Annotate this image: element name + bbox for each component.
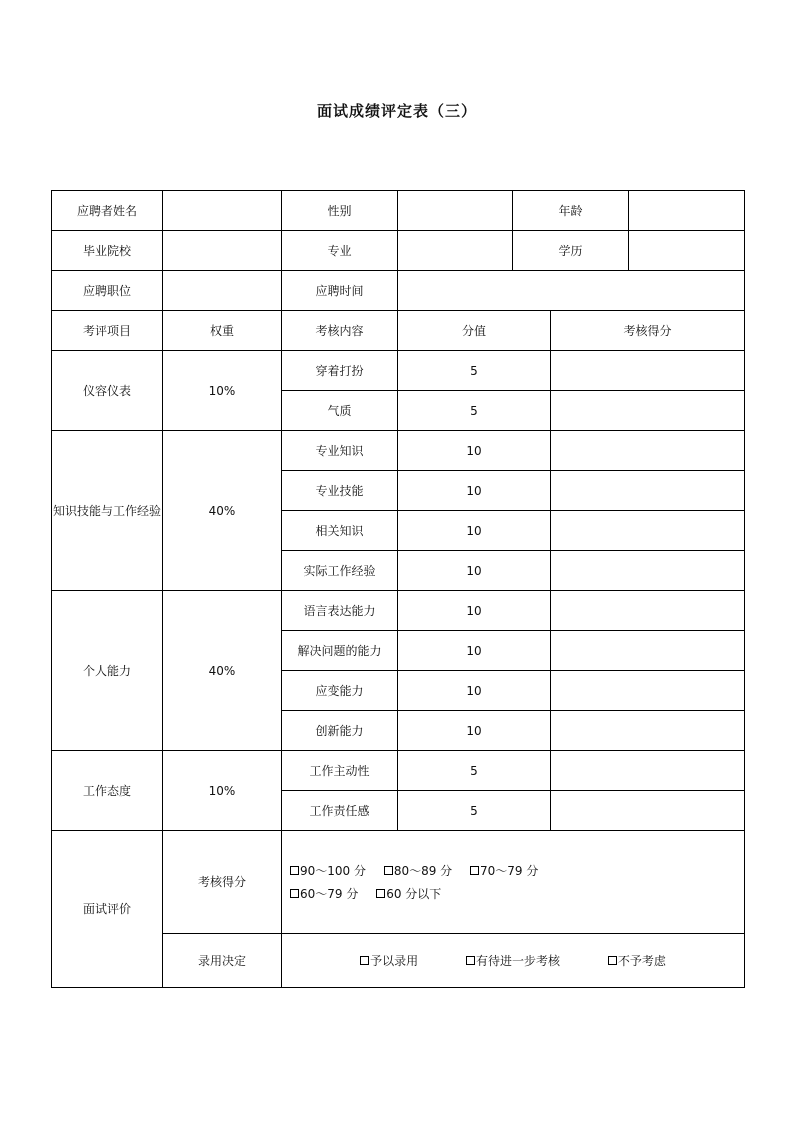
item-content: 语言表达能力 xyxy=(282,591,398,631)
item-content: 专业知识 xyxy=(282,431,398,471)
decision-option[interactable]: 有待进一步考核 xyxy=(466,954,560,968)
evaluation-score-label: 考核得分 xyxy=(163,831,282,934)
interview-time-label: 应聘时间 xyxy=(282,271,398,311)
item-result-field[interactable] xyxy=(551,591,745,631)
group-name: 工作态度 xyxy=(52,751,163,831)
item-score: 10 xyxy=(398,431,551,471)
item-score: 10 xyxy=(398,671,551,711)
group-weight: 40% xyxy=(163,591,282,751)
degree-label: 学历 xyxy=(513,231,629,271)
header-score-result: 考核得分 xyxy=(551,311,745,351)
item-score: 5 xyxy=(398,391,551,431)
item-content: 相关知识 xyxy=(282,511,398,551)
table-row xyxy=(52,591,745,631)
hiring-decision-label: 录用决定 xyxy=(163,934,282,988)
interview-time-field[interactable] xyxy=(398,271,745,311)
checkbox-icon[interactable] xyxy=(376,889,385,898)
interview-score-table xyxy=(51,190,745,988)
item-content: 气质 xyxy=(282,391,398,431)
position-label: 应聘职位 xyxy=(52,271,163,311)
item-result-field[interactable] xyxy=(551,351,745,391)
item-score: 5 xyxy=(398,751,551,791)
major-label: 专业 xyxy=(282,231,398,271)
info-row-3 xyxy=(52,271,745,311)
item-result-field[interactable] xyxy=(551,511,745,551)
item-score: 10 xyxy=(398,551,551,591)
item-content: 应变能力 xyxy=(282,671,398,711)
school-label: 毕业院校 xyxy=(52,231,163,271)
header-item: 考评项目 xyxy=(52,311,163,351)
item-content: 工作责任感 xyxy=(282,791,398,831)
applicant-name-field[interactable] xyxy=(163,191,282,231)
applicant-name-label: 应聘者姓名 xyxy=(52,191,163,231)
info-row-2 xyxy=(52,231,745,271)
group-weight: 10% xyxy=(163,751,282,831)
score-option[interactable]: 90～100 分 xyxy=(290,864,366,878)
major-field[interactable] xyxy=(398,231,513,271)
item-score: 5 xyxy=(398,791,551,831)
item-result-field[interactable] xyxy=(551,551,745,591)
position-field[interactable] xyxy=(163,271,282,311)
item-score: 10 xyxy=(398,711,551,751)
score-option[interactable]: 60～79 分 xyxy=(290,887,358,901)
item-result-field[interactable] xyxy=(551,671,745,711)
item-score: 10 xyxy=(398,591,551,631)
item-result-field[interactable] xyxy=(551,391,745,431)
item-content: 实际工作经验 xyxy=(282,551,398,591)
evaluation-score-row xyxy=(52,831,745,934)
table-row xyxy=(52,351,745,391)
checkbox-icon[interactable] xyxy=(360,956,369,965)
item-result-field[interactable] xyxy=(551,431,745,471)
item-score: 10 xyxy=(398,631,551,671)
school-field[interactable] xyxy=(163,231,282,271)
age-label: 年龄 xyxy=(513,191,629,231)
checkbox-icon[interactable] xyxy=(470,866,479,875)
table-row xyxy=(52,431,745,471)
decision-options xyxy=(282,934,745,988)
item-score: 5 xyxy=(398,351,551,391)
header-row xyxy=(52,311,745,351)
decision-option[interactable]: 予以录用 xyxy=(360,954,418,968)
item-result-field[interactable] xyxy=(551,711,745,751)
gender-field[interactable] xyxy=(398,191,513,231)
checkbox-icon[interactable] xyxy=(290,866,299,875)
checkbox-icon[interactable] xyxy=(608,956,617,965)
item-result-field[interactable] xyxy=(551,471,745,511)
group-name: 仪容仪表 xyxy=(52,351,163,431)
header-content: 考核内容 xyxy=(282,311,398,351)
decision-option[interactable]: 不予考虑 xyxy=(608,954,666,968)
header-score-value: 分值 xyxy=(398,311,551,351)
score-option[interactable]: 70～79 分 xyxy=(470,864,538,878)
table-row xyxy=(52,751,745,791)
item-content: 穿着打扮 xyxy=(282,351,398,391)
page-title: 面试成绩评定表（三） xyxy=(316,102,477,120)
checkbox-icon[interactable] xyxy=(466,956,475,965)
degree-field[interactable] xyxy=(629,231,745,271)
gender-label: 性别 xyxy=(282,191,398,231)
info-row-1 xyxy=(52,191,745,231)
item-result-field[interactable] xyxy=(551,751,745,791)
checkbox-icon[interactable] xyxy=(384,866,393,875)
header-weight: 权重 xyxy=(163,311,282,351)
group-weight: 40% xyxy=(163,431,282,591)
age-field[interactable] xyxy=(629,191,745,231)
item-result-field[interactable] xyxy=(551,791,745,831)
item-score: 10 xyxy=(398,471,551,511)
score-option[interactable]: 80～89 分 xyxy=(384,864,452,878)
item-content: 专业技能 xyxy=(282,471,398,511)
score-option[interactable]: 60 分以下 xyxy=(376,887,441,901)
item-result-field[interactable] xyxy=(551,631,745,671)
group-name: 知识技能与工作经验 xyxy=(52,431,163,591)
checkbox-icon[interactable] xyxy=(290,889,299,898)
item-score: 10 xyxy=(398,511,551,551)
item-content: 创新能力 xyxy=(282,711,398,751)
group-weight: 10% xyxy=(163,351,282,431)
item-content: 解决问题的能力 xyxy=(282,631,398,671)
item-content: 工作主动性 xyxy=(282,751,398,791)
group-name: 个人能力 xyxy=(52,591,163,751)
evaluation-label: 面试评价 xyxy=(52,831,163,988)
score-options xyxy=(282,831,745,934)
